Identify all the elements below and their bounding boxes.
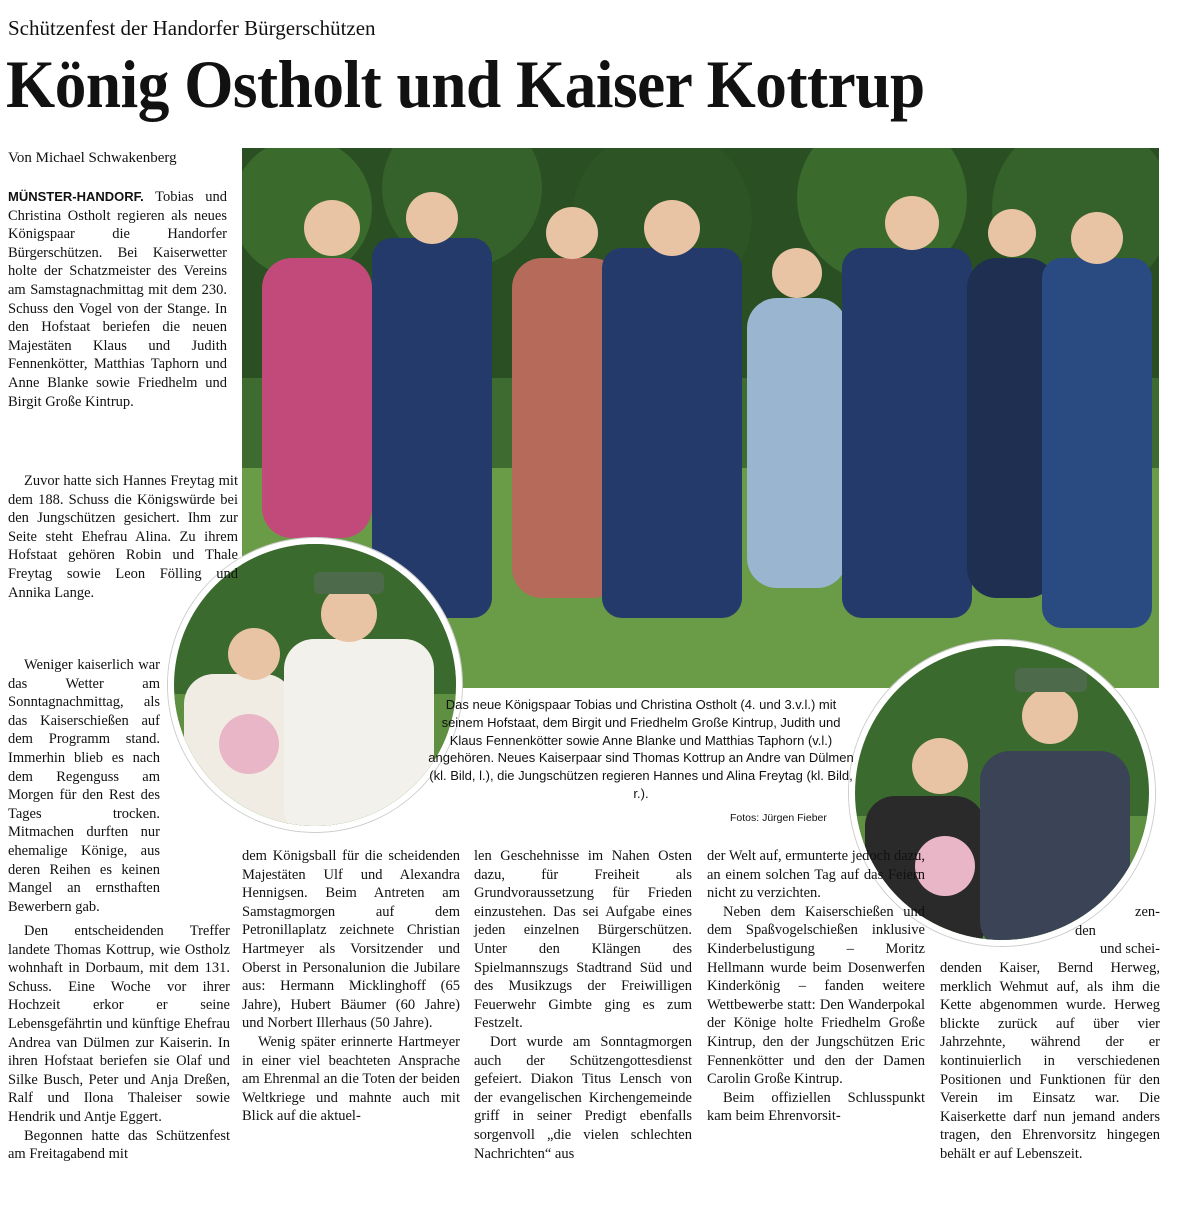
column-5-top [940, 903, 1160, 959]
headline: König Ostholt und Kaiser Kottrup [6, 46, 925, 122]
column-3 [474, 847, 692, 1163]
column-1 [8, 188, 227, 411]
dateline: MÜNSTER-HANDORF. [8, 189, 144, 204]
col4-paragraph-1: der Welt auf, ermunterte jedoch dazu, an einem solchen Tag auf das Feiern nicht zu verzichten. [707, 848, 925, 902]
col3-paragraph-2: Dort wurde am Sonntagmorgen auch der Schützengottesdienst gefeiert. Diakon Titus Lensch von der evangelischen Kirchengemeinde griff in seiner Predigt ebenfalls sorgenvoll „die vielen schlechten Nachrichten“ aus [474, 1033, 692, 1162]
col5-paragraph-1: denden Kaiser, Bernd Herweg, merklich Wehmut auf, als ihm die Kette abgenommen wurde. Herweg blickte zurück auf über vier Jahrzehnte, während der er kontinuierlich in verschiedenen Positionen und Funktionen für den Verein im Einsatz war. Die Kaiserkette darf nun jemand anders tragen, den Ehrenvorsitz hingegen behält er auf Lebenszeit. [940, 960, 1160, 1162]
col1-paragraph-4: Den entscheidenden Treffer landete Thomas Kottrup, wie Ostholz wohnhaft in Dorbaum, mit dem 131. Schuss. Eine Woche vor ihrer Hochzeit erkor er seine Lebensgefährtin und künftige Ehefrau Andrea van Dülmen zur Kaiserin. In ihren Hofstaat beriefen sie Olaf und Silke Busch, Peter und Anja Dreßen, Ralf und Ilona Thaleiser sowie Hendrik und Antje Eggert. [8, 923, 230, 1125]
photo-credit: Fotos: Jürgen Fieber [730, 812, 827, 824]
col1-paragraph-2: Zuvor hatte sich Hannes Freytag mit dem 188. Schuss die Königswürde bei den Jungschützen gesichert. Ihm zur Seite steht Ehefrau Alina. Zu ihrem Hofstaat gehören Robin und Thale Freytag sowie Leon Fölling und Annika Lange. [8, 473, 238, 601]
col1-paragraph-3: Weniger kaiserlich war das Wetter am Sonntagnachmittag, als das Kaiserschießen auf dem Programm stand. Immerhin blieb es nach dem Regenguss am Morgen für den Rest des Tages trocken. Mitmachen durften nur ehemalige Könige, aus deren Reihen es keinen Mangel an ernsthaften Bewerbern gab. [8, 657, 160, 915]
col1-paragraph-5: Begonnen hatte das Schützenfest am Freitagabend mit [8, 1127, 230, 1163]
col3-paragraph-1: len Geschehnisse im Nahen Osten dazu, für Freiheit als Grundvoraussetzung für Frieden einzustehen. Das sei Aufgabe eines jeden einzelnen Bürgerschützen. Unter den Klängen des Spielmannszugs Stadtrand Süd und des Musikzugs der Freiwilligen Feuerwehr Gimbte ging es zum Festzelt. [474, 848, 692, 1032]
col2-paragraph-1: dem Königsball für die scheidenden Majestäten Ulf und Alexandra Hennigsen. Beim Antreten am Samstagmorgen auf dem Petronillaplatz zeichnete Christian Hartmeyer als Vorsitzender und Oberst in Personalunion die Jubilare aus: Hermann Micklinghoff (65 Jahre), Hubert Bäumer (60 Jahre) und Norbert Illerhaus (50 Jahre). [242, 848, 460, 1032]
col4-paragraph-2: Neben dem Kaiserschießen und dem Spaßvogelschießen inklusive Kinderbelustigung – Moritz Hellmann wurde beim Dosenwerfen Kinderkönig – fanden weitere Wettbewerbe statt: Den Wanderpokal der Könige holte Friedhelm Große Kintrup, den der Jungschützen Eric Fennenkötter und den der Damen Carolin Große Kintrup. [707, 903, 925, 1088]
column-1-lower [8, 472, 238, 602]
col2-paragraph-2: Wenig später erinnerte Hartmeyer in einer viel beachteten Ansprache am Ehrenmal an die Toten der beiden Weltkriege und mahnte auch mit Blick auf die aktuel- [242, 1033, 460, 1125]
col4-paragraph-3: Beim offiziellen Schlusspunkt kam beim Ehrenvorsit- [707, 1089, 925, 1125]
column-2 [242, 847, 460, 1126]
col5-fragment-a: zen- [1135, 904, 1160, 920]
col1-paragraph-1: Tobias und Christina Ostholt regieren als neues Königspaar die Handorfer Bürgerschützen. Bei Kaiserwetter holte der Schatzmeister des Vereins am Samstagnachmittag mit dem 230. Schuss den Vogel von der Stange. In den Hofstaat beriefen die neuen Majestäten Klaus und Judith Fennenkötter, Matthias Taphorn und Anne Blanke sowie Friedhelm und Birgit Große Kintrup. [8, 189, 227, 410]
column-5 [940, 959, 1160, 1164]
byline: Von Michael Schwakenberg [8, 150, 177, 166]
kicker: Schützenfest der Handorfer Bürgerschützen [8, 16, 376, 40]
column-1-bottom [8, 656, 160, 916]
column-4 [707, 847, 925, 1126]
column-1-foot [8, 922, 230, 1164]
photo-caption: Das neue Königspaar Tobias und Christina Ostholt (4. und 3.v.l.) mit seinem Hofstaat, dem Birgit und Friedhelm Große Kintrup, Judith und Klaus Fennenkötter sowie Anne Blanke und Matthias Taphorn (v.l.) angehören. Neues Kaiserpaar sind Thomas Kottrup an Andre van Dülmen (kl. Bild, l.), die Jungschützen regieren Hannes und Alina Freytag (kl. Bild, r.). [428, 697, 854, 801]
col5-fragment-c: und schei- [1100, 941, 1160, 958]
col5-fragment-b: den [1075, 922, 1096, 939]
